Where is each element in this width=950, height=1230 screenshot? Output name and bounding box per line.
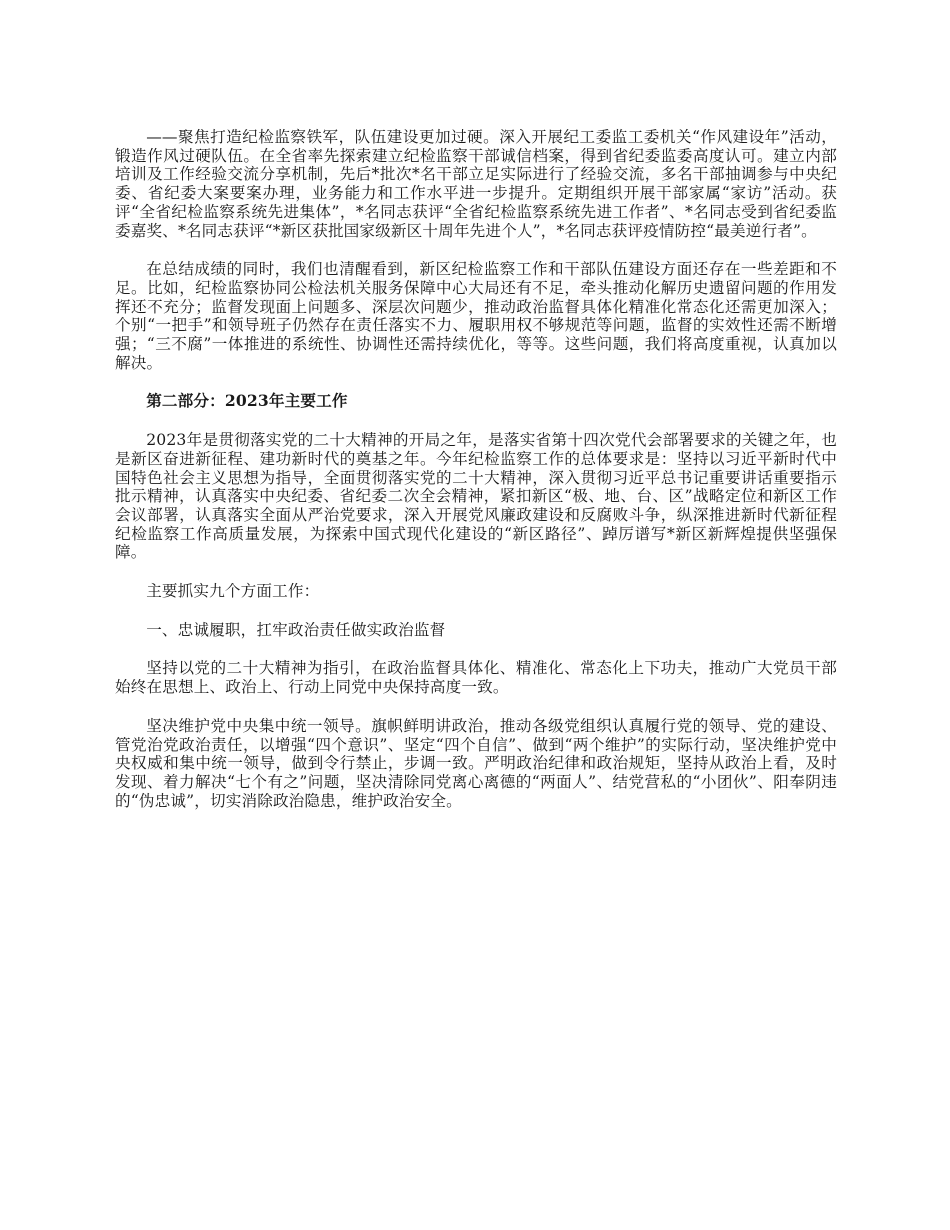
- part-two-heading: 第二部分：2023年主要工作: [146, 391, 348, 411]
- paragraph-2023-requirements: 2023年是贯彻落实党的二十大精神的开局之年，是落实省第十四次党代会部署要求的关键之年，也是新区奋进新征程、建功新时代的奠基之年。今年纪检监察工作的总体要求是：坚持以习近平新时代中国特色社会主义思想为指导，全面贯彻落实党的二十大精神，深入贯彻习近平总书记重要讲话重要指示批示精神，认真落实中央纪委、省纪委二次全会精神，紧扣新区“极、地、台、区”战略定位和新区工作会议部署，认真落实全面从严治党要求，深入开展党风廉政建设和反腐败斗争，纵深推进新时代新征程纪检监察工作高质量发展，为探索中国式现代化建设的“新区路径”、踔厉谱写*新区新辉煌提供坚强保障。: [115, 431, 837, 562]
- section-one-title: 一、忠诚履职，扛牢政治责任做实政治监督: [146, 620, 446, 639]
- nine-aspects-intro: 主要抓实九个方面工作：: [146, 582, 320, 601]
- paragraph-shortcomings: 在总结成绩的同时，我们也清醒看到，新区纪检监察工作和干部队伍建设方面还存在一些差距和不足。比如，纪检监察协同公检法机关服务保障中心大局还有不足，牵头推动化解历史遗留问题的作用发挥还不充分；监督发现面上问题多、深层次问题少，推动政治监督具体化精准化常态化还需更加深入；个别“一把手”和领导班子仍然存在责任落实不力、履职用权不够规范等问题，监督的实效性还需不断增强；“三不腐”一体推进的系统性、协调性还需持续优化，等等。这些问题，我们将高度重视，认真加以解决。: [115, 260, 837, 372]
- paragraph-political-supervision: 坚持以党的二十大精神为指引，在政治监督具体化、精准化、常态化上下功夫，推动广大党员干部始终在思想上、政治上、行动上同党中央保持高度一致。: [115, 659, 837, 697]
- document-body: [115, 128, 837, 830]
- paragraph-uphold-leadership: 坚决维护党中央集中统一领导。旗帜鲜明讲政治，推动各级党组织认真履行党的领导、党的建设、管党治党政治责任，以增强“四个意识”、坚定“四个自信”、做到“两个维护”的实际行动，坚决维护党中央权威和集中统一领导，做到令行禁止，步调一致。严明政治纪律和政治规矩，坚持从政治上看，及时发现、着力解决“七个有之”问题，坚决清除同党离心离德的“两面人”、结党营私的“小团伙”、阳奉阴违的“伪忠诚”，切实消除政治隐患，维护政治安全。: [115, 716, 837, 810]
- paragraph-team-building: ——聚焦打造纪检监察铁军，队伍建设更加过硬。深入开展纪工委监工委机关“作风建设年”活动，锻造作风过硬队伍。在全省率先探索建立纪检监察干部诚信档案，得到省纪委监委高度认可。建立内部培训及工作经验交流分享机制，先后*批次*名干部立足实际进行了经验交流，多名干部抽调参与中央纪委、省纪委大案要案办理，业务能力和工作水平进一步提升。定期组织开展干部家属“家访”活动。获评“全省纪检监察系统先进集体”，*名同志获评“全省纪检监察系统先进工作者”、*名同志受到省纪委监委嘉奖、*名同志获评“*新区获批国家级新区十周年先进个人”，*名同志获评疫情防控“最美逆行者”。: [115, 128, 837, 240]
